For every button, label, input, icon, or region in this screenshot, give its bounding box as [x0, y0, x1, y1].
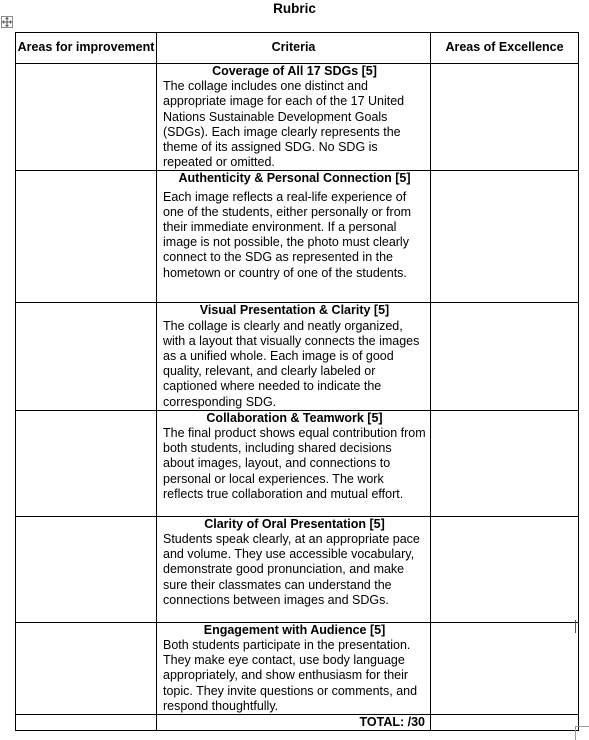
- table-row: [16, 622, 579, 714]
- criteria-cell: [157, 622, 431, 714]
- improvement-cell[interactable]: [16, 516, 157, 622]
- table-edge-marker: [575, 726, 576, 740]
- criteria-description: Students speak clearly, at an appropriate pace and volume. They use accessible vocabulary, demonstrate good pronunciation, and make sure their classmates can understand the connections between images and SDGs.: [163, 532, 420, 607]
- criteria-description: Both students participate in the presentation. They make eye contact, use body language appropriately, and show enthusiasm for their topic. They invite questions or comments, and respond thoughtfully.: [163, 638, 418, 713]
- criteria-cell: [157, 410, 431, 516]
- improvement-cell[interactable]: [16, 171, 157, 303]
- criteria-cell: [157, 303, 431, 410]
- total-label: TOTAL: /30: [157, 715, 431, 731]
- criteria-title: Authenticity & Personal Connection [5]: [178, 171, 411, 186]
- criteria-title: Clarity of Oral Presentation [5]: [204, 516, 385, 531]
- excellence-cell[interactable]: [431, 622, 579, 714]
- criteria-title: Visual Presentation & Clarity [5]: [199, 303, 390, 318]
- table-move-handle-icon[interactable]: [1, 16, 13, 28]
- header-criteria: Criteria: [157, 33, 431, 64]
- table-edge-marker: [575, 726, 589, 727]
- excellence-cell[interactable]: [431, 303, 579, 410]
- criteria-cell: [157, 64, 431, 171]
- table-row: [16, 171, 579, 303]
- criteria-description: The collage includes one distinct and appropriate image for each of the 17 United Nations Sustainable Development Goals (SDGs). Each image clearly represents the theme of its assigned SDG. No SDG is repeated or omitted.: [163, 79, 405, 170]
- improvement-cell[interactable]: [16, 410, 157, 516]
- table-row: [16, 64, 579, 171]
- criteria-description: The collage is clearly and neatly organized, with a layout that visually connects the images as a unified whole. Each image is of good quality, relevant, and clearly labeled or captioned where needed to indicate the corresponding SDG.: [163, 318, 420, 409]
- text-cursor: [575, 620, 576, 633]
- criteria-description: Each image reflects a real-life experience of one of the students, either personally or from their immediate environment. If a personal image is not possible, the photo must clearly connect to the SDG as represented in the hometown or country of one of the students.: [163, 189, 412, 280]
- total-empty-cell[interactable]: [16, 715, 157, 731]
- header-areas-for-improvement: Areas for improvement: [16, 33, 157, 64]
- criteria-description: The final product shows equal contribution from both students, including shared decisions about images, layout, and connections to personal or local experiences. The work reflects true collaboration and mutual effort.: [163, 426, 426, 501]
- excellence-cell[interactable]: [431, 64, 579, 171]
- rubric-table: [15, 32, 579, 731]
- total-row: [16, 715, 579, 731]
- table-row: [16, 410, 579, 516]
- header-areas-of-excellence: Areas of Excellence: [431, 33, 579, 64]
- criteria-title: Engagement with Audience [5]: [203, 622, 386, 637]
- table-row: [16, 303, 579, 410]
- improvement-cell[interactable]: [16, 64, 157, 171]
- criteria-title: Coverage of All 17 SDGs [5]: [212, 64, 377, 78]
- criteria-cell: [157, 171, 431, 303]
- total-excellence-cell[interactable]: [431, 715, 579, 731]
- excellence-cell[interactable]: [431, 171, 579, 303]
- table-header-row: [16, 33, 579, 64]
- table-row: [16, 516, 579, 622]
- improvement-cell[interactable]: [16, 303, 157, 410]
- page-title: Rubric: [273, 1, 316, 16]
- excellence-cell[interactable]: [431, 516, 579, 622]
- improvement-cell[interactable]: [16, 622, 157, 714]
- excellence-cell[interactable]: [431, 410, 579, 516]
- criteria-title: Collaboration & Teamwork [5]: [206, 410, 383, 425]
- criteria-cell: [157, 516, 431, 622]
